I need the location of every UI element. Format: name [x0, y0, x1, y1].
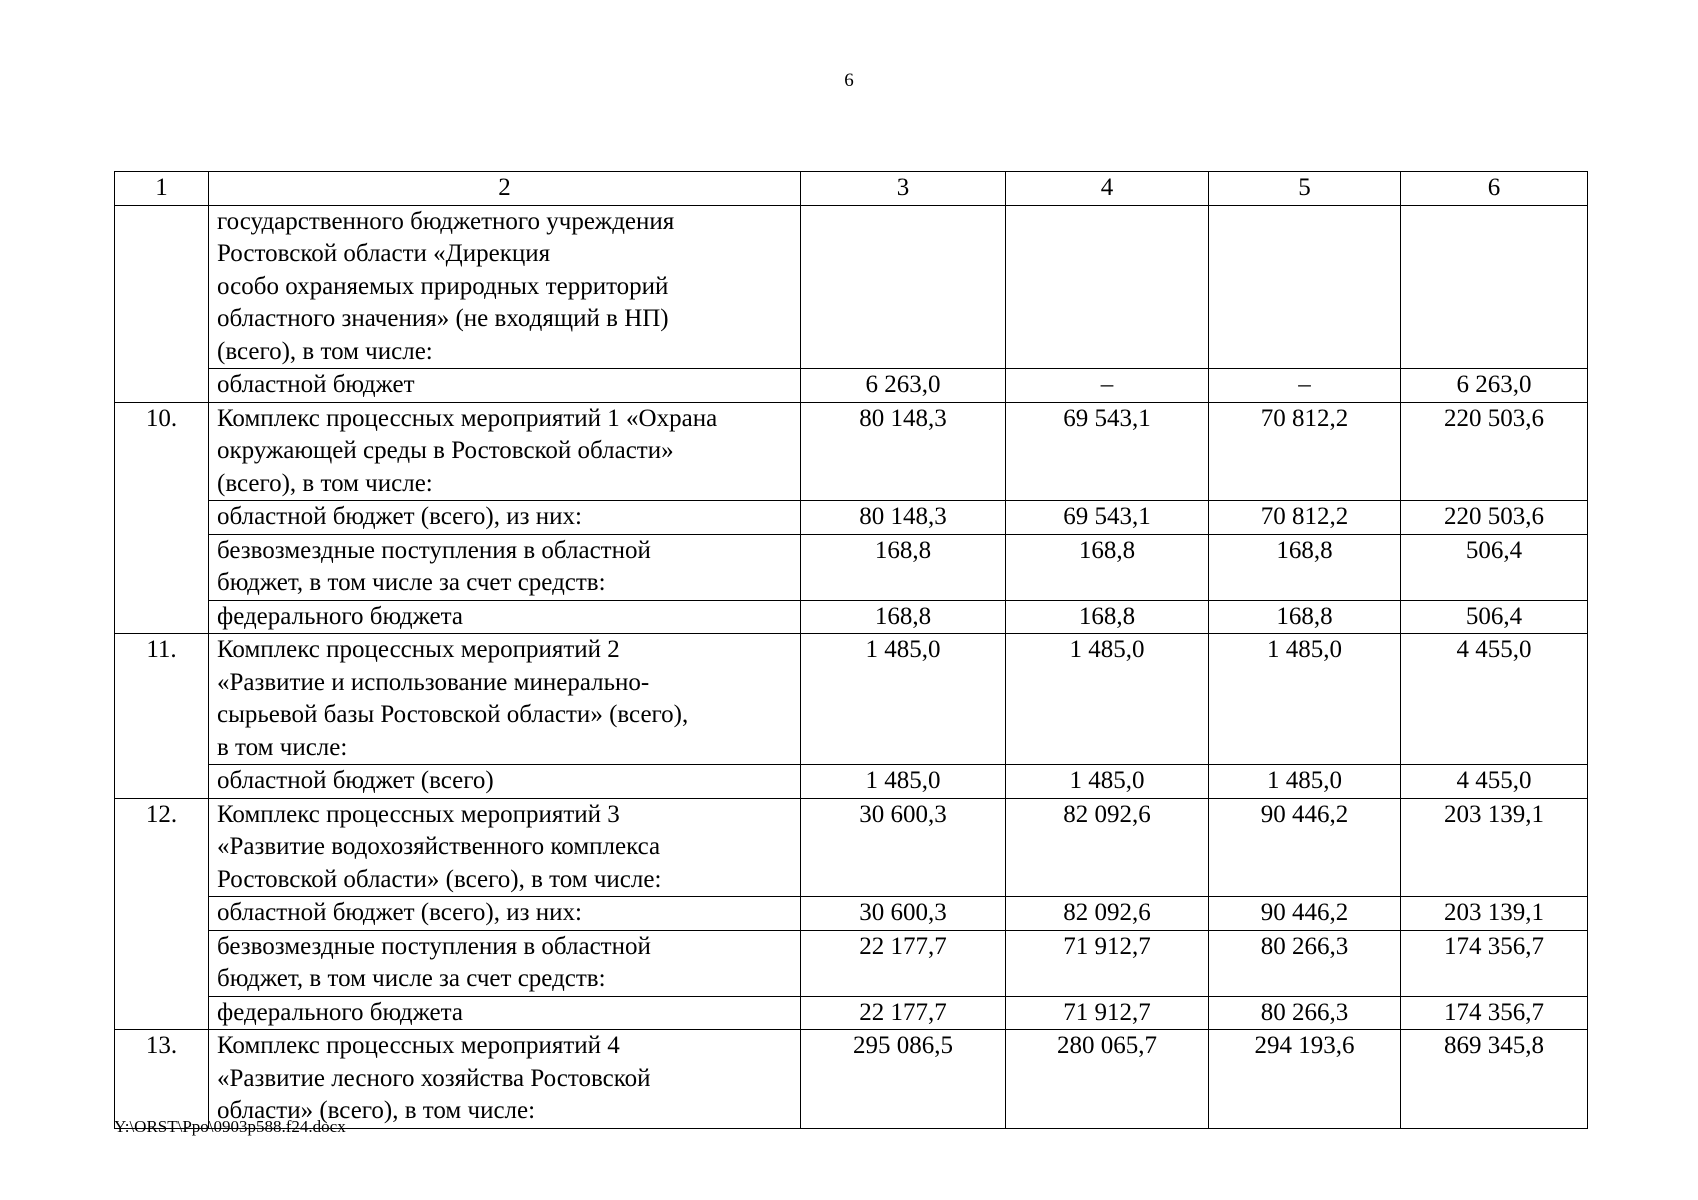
value-cell-col5: 168,8	[1209, 600, 1401, 634]
value-cell-col4: 82 092,6	[1006, 798, 1209, 897]
table-row	[115, 205, 1588, 369]
description-line: безвозмездные поступления в областной	[217, 932, 651, 960]
value-cell-col3: 168,8	[801, 600, 1006, 634]
value-cell-col4: 69 543,1	[1006, 501, 1209, 535]
value-cell-col5: 90 446,2	[1209, 798, 1401, 897]
row-description	[209, 996, 801, 1030]
row-description	[209, 1030, 801, 1129]
value-cell-col5: 70 812,2	[1209, 501, 1401, 535]
description-line: сырьевой базы Ростовской области» (всего),	[217, 701, 689, 728]
header-cell: 3	[801, 172, 1006, 206]
description-line: в том числе:	[217, 733, 348, 761]
value-cell-col3: 80 148,3	[801, 402, 1006, 501]
table-row	[115, 402, 1588, 501]
row-description	[209, 534, 801, 600]
table-row	[115, 534, 1588, 600]
value-cell-col6: 203 139,1	[1401, 798, 1588, 897]
value-cell-col6: 220 503,6	[1401, 501, 1588, 535]
row-number: 10.	[115, 402, 209, 634]
value-cell-col5: 1 485,0	[1209, 765, 1401, 799]
table-row	[115, 930, 1588, 996]
value-cell-col6: 506,4	[1401, 600, 1588, 634]
value-cell-col5: 70 812,2	[1209, 402, 1401, 501]
row-description	[209, 765, 801, 799]
value-cell-col4: 71 912,7	[1006, 930, 1209, 996]
description-line: бюджет, в том числе за счет средств:	[217, 965, 606, 992]
table-row	[115, 600, 1588, 634]
row-number	[115, 205, 209, 402]
value-cell-col3: 22 177,7	[801, 930, 1006, 996]
row-description	[209, 205, 801, 369]
value-cell-col6: 506,4	[1401, 534, 1588, 600]
table-row	[115, 369, 1588, 403]
budget-table-body	[115, 172, 1588, 1129]
value-cell-col4: –	[1006, 369, 1209, 403]
description-line: особо охраняемых природных территорий	[217, 272, 669, 300]
value-cell-col6	[1401, 205, 1588, 369]
value-cell-col6: 174 356,7	[1401, 930, 1588, 996]
value-cell-col4: 168,8	[1006, 534, 1209, 600]
row-description	[209, 369, 801, 403]
description-line: областной бюджет (всего)	[217, 767, 494, 794]
value-cell-col3: 22 177,7	[801, 996, 1006, 1030]
value-cell-col5: –	[1209, 369, 1401, 403]
value-cell-col4: 1 485,0	[1006, 634, 1209, 765]
row-description	[209, 402, 801, 501]
table-row	[115, 897, 1588, 931]
row-description	[209, 634, 801, 765]
row-description	[209, 897, 801, 931]
table-row	[115, 996, 1588, 1030]
header-cell: 6	[1401, 172, 1588, 206]
description-line: окружающей среды в Ростовской области»	[217, 437, 674, 464]
value-cell-col3: 6 263,0	[801, 369, 1006, 403]
value-cell-col4: 82 092,6	[1006, 897, 1209, 931]
value-cell-col6: 6 263,0	[1401, 369, 1588, 403]
value-cell-col4: 71 912,7	[1006, 996, 1209, 1030]
value-cell-col5: 80 266,3	[1209, 930, 1401, 996]
description-line: областной бюджет (всего), из них:	[217, 503, 582, 530]
header-row	[115, 172, 1588, 206]
page-number: 6	[844, 70, 854, 91]
value-cell-col4: 280 065,7	[1006, 1030, 1209, 1129]
description-line: «Развитие лесного хозяйства Ростовской	[217, 1064, 651, 1092]
value-cell-col3: 1 485,0	[801, 765, 1006, 799]
description-line: безвозмездные поступления в областной	[217, 536, 651, 564]
header-cell: 5	[1209, 172, 1401, 206]
description-line: Комплекс процессных мероприятий 4	[217, 1032, 620, 1059]
row-description	[209, 798, 801, 897]
value-cell-col5: 294 193,6	[1209, 1030, 1401, 1129]
value-cell-col3: 295 086,5	[801, 1030, 1006, 1129]
table-row	[115, 765, 1588, 799]
value-cell-col3	[801, 205, 1006, 369]
value-cell-col6: 220 503,6	[1401, 402, 1588, 501]
description-line: федерального бюджета	[217, 602, 463, 630]
value-cell-col5: 1 485,0	[1209, 634, 1401, 765]
budget-table	[114, 171, 1588, 1129]
row-number: 13.	[115, 1030, 209, 1129]
table-row	[115, 1030, 1588, 1129]
value-cell-col5: 80 266,3	[1209, 996, 1401, 1030]
description-line: областной бюджет	[217, 371, 415, 398]
file-path-footer: Y:\ORST\Ppo\0903p588.f24.docx	[114, 1117, 346, 1136]
description-line: «Развитие и использование минерально-	[217, 668, 650, 696]
description-line: области» (всего), в том числе:	[217, 1097, 536, 1124]
row-description	[209, 930, 801, 996]
value-cell-col3: 30 600,3	[801, 897, 1006, 931]
value-cell-col3: 30 600,3	[801, 798, 1006, 897]
value-cell-col6: 203 139,1	[1401, 897, 1588, 931]
value-cell-col6: 174 356,7	[1401, 996, 1588, 1030]
value-cell-col4: 168,8	[1006, 600, 1209, 634]
value-cell-col6: 4 455,0	[1401, 634, 1588, 765]
description-line: Комплекс процессных мероприятий 1 «Охрана	[217, 404, 718, 432]
description-line: Ростовской области «Дирекция	[217, 240, 551, 267]
header-cell: 4	[1006, 172, 1209, 206]
header-cell: 2	[209, 172, 801, 206]
row-number: 12.	[115, 798, 209, 1030]
row-description	[209, 600, 801, 634]
table-row	[115, 501, 1588, 535]
description-line: (всего), в том числе:	[217, 337, 433, 365]
description-line: Комплекс процессных мероприятий 3	[217, 800, 620, 828]
value-cell-col6: 4 455,0	[1401, 765, 1588, 799]
value-cell-col4: 69 543,1	[1006, 402, 1209, 501]
value-cell-col4	[1006, 205, 1209, 369]
value-cell-col3: 1 485,0	[801, 634, 1006, 765]
value-cell-col4: 1 485,0	[1006, 765, 1209, 799]
description-line: федерального бюджета	[217, 998, 463, 1026]
value-cell-col6: 869 345,8	[1401, 1030, 1588, 1129]
description-line: областного значения» (не входящий в НП)	[217, 305, 669, 332]
row-description	[209, 501, 801, 535]
value-cell-col3: 80 148,3	[801, 501, 1006, 535]
description-line: «Развитие водохозяйственного комплекса	[217, 833, 661, 860]
description-line: областной бюджет (всего), из них:	[217, 899, 582, 926]
description-line: (всего), в том числе:	[217, 469, 433, 497]
description-line: государственного бюджетного учреждения	[217, 207, 675, 235]
value-cell-col3: 168,8	[801, 534, 1006, 600]
description-line: бюджет, в том числе за счет средств:	[217, 569, 606, 596]
value-cell-col5: 90 446,2	[1209, 897, 1401, 931]
table-row	[115, 634, 1588, 765]
header-cell: 1	[115, 172, 209, 206]
row-number: 11.	[115, 634, 209, 799]
table-row	[115, 798, 1588, 897]
value-cell-col5: 168,8	[1209, 534, 1401, 600]
description-line: Ростовской области» (всего), в том числе:	[217, 865, 662, 893]
value-cell-col5	[1209, 205, 1401, 369]
description-line: Комплекс процессных мероприятий 2	[217, 636, 620, 663]
